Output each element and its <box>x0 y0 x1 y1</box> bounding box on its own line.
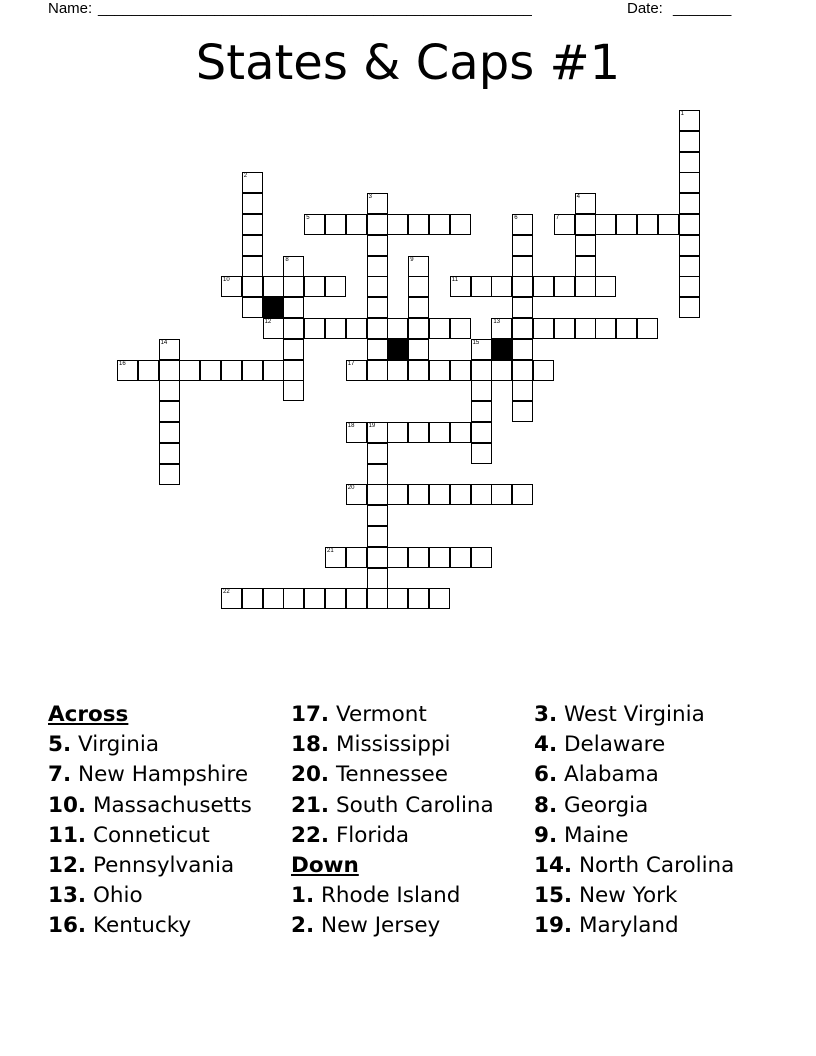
grid-cell[interactable] <box>616 214 637 235</box>
grid-cell[interactable] <box>387 484 408 505</box>
grid-cell[interactable] <box>304 276 325 297</box>
clue-column-1 <box>48 700 252 942</box>
grid-cell[interactable] <box>387 360 408 381</box>
clue-number: 18 <box>347 423 355 429</box>
grid-cell[interactable] <box>595 276 616 297</box>
clue-number: 14. <box>534 853 573 879</box>
grid-cell[interactable] <box>283 588 304 609</box>
grid-cell[interactable] <box>408 360 429 381</box>
clue-item <box>534 700 734 730</box>
clue-text: West Virginia <box>563 702 705 727</box>
grid-cell[interactable] <box>429 484 450 505</box>
grid-cell[interactable] <box>471 484 492 505</box>
grid-cell[interactable] <box>242 172 263 193</box>
grid-cell[interactable] <box>554 214 575 235</box>
grid-cell[interactable] <box>512 214 533 235</box>
clue-number: 16 <box>119 360 126 367</box>
grid-cell[interactable] <box>367 297 388 318</box>
clue-item <box>48 911 252 941</box>
grid-cell[interactable] <box>283 297 304 318</box>
grid-cell[interactable] <box>367 526 388 547</box>
clue-number: 10. <box>48 792 87 818</box>
grid-cell[interactable] <box>221 588 242 609</box>
grid-cell[interactable] <box>679 172 700 193</box>
grid-cell[interactable] <box>471 422 492 443</box>
clue-number: 11. <box>48 822 87 848</box>
grid-cell[interactable] <box>471 443 492 464</box>
grid-cell[interactable] <box>346 422 367 443</box>
clue-number: 8. <box>534 792 558 818</box>
grid-cell[interactable] <box>138 360 159 381</box>
grid-cell[interactable] <box>554 318 575 339</box>
clue-number: 4. <box>534 732 558 758</box>
grid-cell[interactable] <box>679 214 700 235</box>
grid-cell[interactable] <box>221 276 242 297</box>
grid-cell[interactable] <box>408 484 429 505</box>
grid-cell[interactable] <box>679 152 700 173</box>
clue-text: Pennsylvania <box>92 853 235 879</box>
grid-cell[interactable] <box>283 318 304 339</box>
clue-number: 16. <box>48 913 87 939</box>
clue-number: 5 <box>306 215 310 221</box>
clue-column-2 <box>291 700 494 942</box>
grid-cell[interactable] <box>325 318 346 339</box>
clue-number: 19. <box>534 913 573 939</box>
grid-cell[interactable] <box>179 360 200 381</box>
grid-cell[interactable] <box>450 276 471 297</box>
grid-cell[interactable] <box>408 276 429 297</box>
grid-cell[interactable] <box>491 276 512 297</box>
grid-cell[interactable] <box>512 380 533 401</box>
grid-cell[interactable] <box>450 422 471 443</box>
clue-number: 6. <box>534 762 558 788</box>
grid-cell[interactable] <box>408 214 429 235</box>
clue-number: 21. <box>291 792 330 818</box>
grid-cell[interactable] <box>450 214 471 235</box>
grid-cell[interactable] <box>575 214 596 235</box>
grid-cell[interactable] <box>408 256 429 277</box>
grid-cell[interactable] <box>616 318 637 339</box>
grid-cell[interactable] <box>242 193 263 214</box>
grid-cell[interactable] <box>325 547 346 568</box>
grid-cell[interactable] <box>159 464 180 485</box>
grid-cell[interactable] <box>367 484 388 505</box>
grid-cell[interactable] <box>242 276 263 297</box>
clue-text: Maryland <box>578 913 679 939</box>
clue-item <box>48 791 252 821</box>
grid-cell[interactable] <box>367 276 388 297</box>
clue-number: 2. <box>291 913 315 939</box>
name-line: ____________________________________________________ <box>98 0 532 17</box>
grid-cell[interactable] <box>159 380 180 401</box>
clue-text: Rhode Island <box>320 883 461 909</box>
grid-cell[interactable] <box>679 256 700 277</box>
clue-number: 7. <box>48 762 72 788</box>
clue-text: Kentucky <box>92 913 192 939</box>
grid-cell[interactable] <box>408 318 429 339</box>
grid-cell[interactable] <box>679 131 700 152</box>
grid-cell[interactable] <box>263 360 284 381</box>
grid-cell[interactable] <box>367 422 388 443</box>
clue-item <box>534 760 734 790</box>
grid-cell[interactable] <box>159 443 180 464</box>
grid-cell[interactable] <box>658 214 679 235</box>
grid-cell[interactable] <box>429 318 450 339</box>
grid-cell[interactable] <box>512 360 533 381</box>
clue-item <box>48 760 252 790</box>
grid-cell[interactable] <box>283 380 304 401</box>
clue-text: New York <box>578 883 678 909</box>
date-label: Date: <box>627 0 663 17</box>
grid-cell[interactable] <box>408 588 429 609</box>
grid-cell[interactable] <box>346 214 367 235</box>
clue-number: 2 <box>243 173 248 180</box>
grid-cell[interactable] <box>450 318 471 339</box>
clue-text: South Carolina <box>335 792 494 818</box>
grid-cell[interactable] <box>117 360 138 381</box>
grid-cell[interactable] <box>679 193 700 214</box>
grid-cell[interactable] <box>367 547 388 568</box>
grid-cell[interactable] <box>679 276 700 297</box>
grid-cell[interactable] <box>325 214 346 235</box>
grid-cell[interactable] <box>263 276 284 297</box>
clue-item <box>534 911 734 941</box>
clue-number: 15. <box>534 883 573 909</box>
grid-cell[interactable] <box>242 297 263 318</box>
clue-number: 20 <box>347 485 355 492</box>
grid-cell[interactable] <box>387 214 408 235</box>
clue-item <box>291 881 494 911</box>
grid-cell[interactable] <box>429 547 450 568</box>
clue-text: Alabama <box>563 762 659 788</box>
clue-text: New Jersey <box>320 913 441 939</box>
clue-item <box>291 911 494 941</box>
clue-heading: Down <box>291 853 359 879</box>
grid-cell[interactable] <box>283 256 304 277</box>
clue-number: 12 <box>264 319 272 325</box>
grid-cell[interactable] <box>283 360 304 381</box>
grid-cell[interactable] <box>450 484 471 505</box>
grid-cell[interactable] <box>387 318 408 339</box>
grid-cell[interactable] <box>491 360 512 381</box>
grid-cell[interactable] <box>512 276 533 297</box>
grid-cell[interactable] <box>367 214 388 235</box>
grid-cell[interactable] <box>242 256 263 277</box>
grid-cell[interactable] <box>408 547 429 568</box>
clue-number: 22. <box>291 822 330 848</box>
grid-cell[interactable] <box>367 505 388 526</box>
grid-cell[interactable] <box>346 588 367 609</box>
clue-number: 3. <box>534 702 558 727</box>
grid-cell[interactable] <box>512 339 533 360</box>
clue-number: 13. <box>48 883 87 909</box>
clue-number: 15 <box>472 339 480 346</box>
clue-item <box>534 881 734 911</box>
grid-cell[interactable] <box>575 256 596 277</box>
clue-number: 17 <box>347 360 355 367</box>
clue-text: Conneticut <box>92 822 210 848</box>
clue-number: 3 <box>368 194 372 201</box>
clue-number: 10 <box>223 277 230 284</box>
grid-block <box>491 339 512 360</box>
clue-item <box>534 851 734 881</box>
grid-cell[interactable] <box>325 276 346 297</box>
clue-number: 9. <box>534 822 558 848</box>
clue-text: Ohio <box>92 883 143 909</box>
grid-cell[interactable] <box>159 401 180 422</box>
grid-cell[interactable] <box>429 214 450 235</box>
grid-cell[interactable] <box>304 318 325 339</box>
grid-cell[interactable] <box>679 235 700 256</box>
grid-cell[interactable] <box>242 235 263 256</box>
grid-cell[interactable] <box>429 588 450 609</box>
grid-cell[interactable] <box>367 235 388 256</box>
grid-cell[interactable] <box>491 484 512 505</box>
grid-cell[interactable] <box>575 235 596 256</box>
grid-cell[interactable] <box>408 297 429 318</box>
clue-item <box>48 821 252 851</box>
clue-item <box>291 791 494 821</box>
clue-item <box>534 821 734 851</box>
clue-text: Tennessee <box>335 762 448 788</box>
grid-cell[interactable] <box>471 547 492 568</box>
grid-cell[interactable] <box>283 276 304 297</box>
grid-cell[interactable] <box>367 568 388 589</box>
clue-text: New Hampshire <box>77 762 249 788</box>
grid-cell[interactable] <box>471 276 492 297</box>
grid-cell[interactable] <box>450 547 471 568</box>
grid-cell[interactable] <box>346 547 367 568</box>
grid-cell[interactable] <box>325 588 346 609</box>
grid-cell[interactable] <box>263 318 284 339</box>
clue-item <box>534 730 734 760</box>
clue-number: 17. <box>291 702 330 727</box>
name-label: Name: <box>48 0 93 17</box>
clue-number: 4 <box>576 194 580 201</box>
clue-number: 7 <box>555 215 560 221</box>
clue-number: 13 <box>493 319 501 325</box>
grid-cell[interactable] <box>346 484 367 505</box>
clue-number: 21 <box>327 547 334 554</box>
clue-item <box>291 730 494 760</box>
grid-cell[interactable] <box>387 422 408 443</box>
clue-item <box>291 821 494 851</box>
clue-number: 12. <box>48 853 87 879</box>
grid-cell[interactable] <box>595 318 616 339</box>
clue-number: 11 <box>451 277 459 284</box>
clue-item <box>48 730 252 760</box>
grid-cell[interactable] <box>679 110 700 131</box>
page-title: States & Caps #1 <box>195 35 621 91</box>
grid-cell[interactable] <box>159 360 180 381</box>
grid-cell[interactable] <box>367 339 388 360</box>
grid-cell[interactable] <box>387 547 408 568</box>
grid-cell[interactable] <box>263 588 284 609</box>
grid-cell[interactable] <box>575 193 596 214</box>
grid-cell[interactable] <box>408 422 429 443</box>
clue-number: 1. <box>291 883 315 909</box>
grid-block <box>387 339 408 360</box>
grid-cell[interactable] <box>408 339 429 360</box>
grid-cell[interactable] <box>533 360 554 381</box>
grid-cell[interactable] <box>304 588 325 609</box>
clue-number: 1 <box>680 111 684 117</box>
grid-cell[interactable] <box>471 360 492 381</box>
grid-cell[interactable] <box>429 360 450 381</box>
grid-cell[interactable] <box>533 318 554 339</box>
grid-cell[interactable] <box>367 464 388 485</box>
grid-cell[interactable] <box>367 443 388 464</box>
clue-text: Vermont <box>335 702 427 727</box>
grid-cell[interactable] <box>242 214 263 235</box>
clue-text: Massachusetts <box>92 792 252 818</box>
grid-cell[interactable] <box>637 318 658 339</box>
grid-cell[interactable] <box>512 235 533 256</box>
grid-cell[interactable] <box>512 484 533 505</box>
clue-number: 5. <box>48 732 72 758</box>
grid-cell[interactable] <box>283 339 304 360</box>
clue-text: North Carolina <box>578 853 735 879</box>
grid-cell[interactable] <box>367 360 388 381</box>
grid-cell[interactable] <box>512 256 533 277</box>
clue-number: 20. <box>291 762 330 788</box>
clue-text: Georgia <box>563 792 649 818</box>
grid-cell[interactable] <box>595 214 616 235</box>
clue-list <box>0 700 816 960</box>
clue-number: 22 <box>223 589 230 596</box>
grid-cell[interactable] <box>512 318 533 339</box>
grid-cell[interactable] <box>575 318 596 339</box>
grid-cell[interactable] <box>491 318 512 339</box>
grid-cell[interactable] <box>679 297 700 318</box>
clue-number: 14 <box>160 339 168 346</box>
grid-cell[interactable] <box>471 339 492 360</box>
grid-cell[interactable] <box>159 422 180 443</box>
clue-item <box>291 700 494 730</box>
grid-cell[interactable] <box>367 318 388 339</box>
clue-text: Mississippi <box>335 732 451 758</box>
clue-item <box>534 791 734 821</box>
clue-number: 19 <box>368 423 376 429</box>
clue-item <box>291 760 494 790</box>
grid-cell[interactable] <box>471 401 492 422</box>
grid-cell[interactable] <box>200 360 221 381</box>
grid-cell[interactable] <box>242 588 263 609</box>
clue-text: Florida <box>335 822 410 848</box>
grid-block <box>263 297 284 318</box>
clue-item <box>48 851 252 881</box>
grid-cell[interactable] <box>159 339 180 360</box>
clue-text: Maine <box>563 822 629 848</box>
grid-cell[interactable] <box>346 318 367 339</box>
clue-heading: Across <box>48 702 129 727</box>
grid-cell[interactable] <box>575 276 596 297</box>
grid-cell[interactable] <box>637 214 658 235</box>
clue-number: 18. <box>291 732 330 758</box>
clue-column-3 <box>534 700 734 942</box>
clue-number: 6 <box>514 215 518 221</box>
grid-cell[interactable] <box>387 588 408 609</box>
grid-cell[interactable] <box>471 380 492 401</box>
clue-item <box>48 881 252 911</box>
grid-cell[interactable] <box>221 360 242 381</box>
grid-cell[interactable] <box>242 360 263 381</box>
grid-cell[interactable] <box>346 360 367 381</box>
grid-cell[interactable] <box>304 214 325 235</box>
clue-number: 9 <box>410 256 414 263</box>
grid-cell[interactable] <box>429 422 450 443</box>
grid-cell[interactable] <box>554 276 575 297</box>
clue-number: 8 <box>285 256 289 263</box>
date-line: _______ <box>673 0 732 17</box>
grid-cell[interactable] <box>533 276 554 297</box>
grid-cell[interactable] <box>367 193 388 214</box>
grid-cell[interactable] <box>512 401 533 422</box>
grid-cell[interactable] <box>450 360 471 381</box>
clue-text: Virginia <box>77 732 160 758</box>
clue-text: Delaware <box>563 732 666 758</box>
grid-cell[interactable] <box>367 256 388 277</box>
grid-cell[interactable] <box>512 297 533 318</box>
grid-cell[interactable] <box>367 588 388 609</box>
